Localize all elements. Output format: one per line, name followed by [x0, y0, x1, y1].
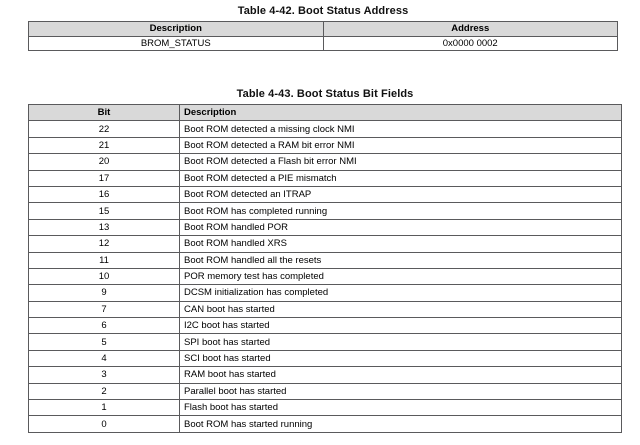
table-row	[29, 367, 622, 383]
table-row	[29, 154, 622, 170]
table-row	[29, 236, 622, 252]
cell: 0	[29, 416, 180, 432]
cell: DCSM initialization has completed	[180, 285, 622, 301]
cell: 0x0000 0002	[323, 36, 618, 51]
table-row	[29, 137, 622, 153]
cell: 21	[29, 137, 180, 153]
table-row	[29, 186, 622, 202]
cell: 22	[29, 121, 180, 137]
cell: 20	[29, 154, 180, 170]
cell: 7	[29, 301, 180, 317]
table-row	[29, 416, 622, 432]
table-row	[29, 350, 622, 366]
cell: 3	[29, 367, 180, 383]
table-row	[29, 334, 622, 350]
cell: Boot ROM detected an ITRAP	[180, 186, 622, 202]
cell: RAM boot has started	[180, 367, 622, 383]
column-header: Bit	[29, 105, 180, 121]
cell: 4	[29, 350, 180, 366]
cell: Boot ROM detected a PIE mismatch	[180, 170, 622, 186]
cell: Flash boot has started	[180, 400, 622, 416]
table-row	[29, 301, 622, 317]
cell: Boot ROM handled XRS	[180, 236, 622, 252]
cell: Boot ROM handled POR	[180, 219, 622, 235]
cell: SCI boot has started	[180, 350, 622, 366]
column-header: Address	[323, 22, 618, 37]
cell: 2	[29, 383, 180, 399]
table-row	[29, 318, 622, 334]
cell: 5	[29, 334, 180, 350]
header-row	[29, 105, 622, 121]
cell: 6	[29, 318, 180, 334]
table-row	[29, 252, 622, 268]
cell: 13	[29, 219, 180, 235]
cell: 15	[29, 203, 180, 219]
table-row	[29, 121, 622, 137]
cell: Boot ROM detected a missing clock NMI	[180, 121, 622, 137]
cell: POR memory test has completed	[180, 268, 622, 284]
table-row	[29, 203, 622, 219]
table-442-title: Table 4-42. Boot Status Address	[237, 5, 409, 17]
cell: Parallel boot has started	[180, 383, 622, 399]
cell: 1	[29, 400, 180, 416]
table-row	[29, 170, 622, 186]
cell: BROM_STATUS	[29, 36, 324, 51]
cell: Boot ROM has completed running	[180, 203, 622, 219]
cell: 9	[29, 285, 180, 301]
cell: Boot ROM has started running	[180, 416, 622, 432]
table-row	[29, 36, 618, 51]
table-row	[29, 219, 622, 235]
cell: CAN boot has started	[180, 301, 622, 317]
table-443-title: Table 4-43. Boot Status Bit Fields	[236, 88, 414, 100]
cell: 12	[29, 236, 180, 252]
cell: SPI boot has started	[180, 334, 622, 350]
table-row	[29, 400, 622, 416]
column-header: Description	[29, 22, 324, 37]
header-row	[29, 22, 618, 37]
cell: Boot ROM detected a RAM bit error NMI	[180, 137, 622, 153]
column-header: Description	[180, 105, 622, 121]
cell: 17	[29, 170, 180, 186]
boot-status-bit-fields-table	[28, 104, 622, 433]
cell: Boot ROM handled all the resets	[180, 252, 622, 268]
table-row	[29, 285, 622, 301]
cell: I2C boot has started	[180, 318, 622, 334]
table-row	[29, 383, 622, 399]
cell: 10	[29, 268, 180, 284]
cell: 11	[29, 252, 180, 268]
cell: 16	[29, 186, 180, 202]
boot-status-address-table	[28, 21, 618, 51]
table-row	[29, 268, 622, 284]
cell: Boot ROM detected a Flash bit error NMI	[180, 154, 622, 170]
